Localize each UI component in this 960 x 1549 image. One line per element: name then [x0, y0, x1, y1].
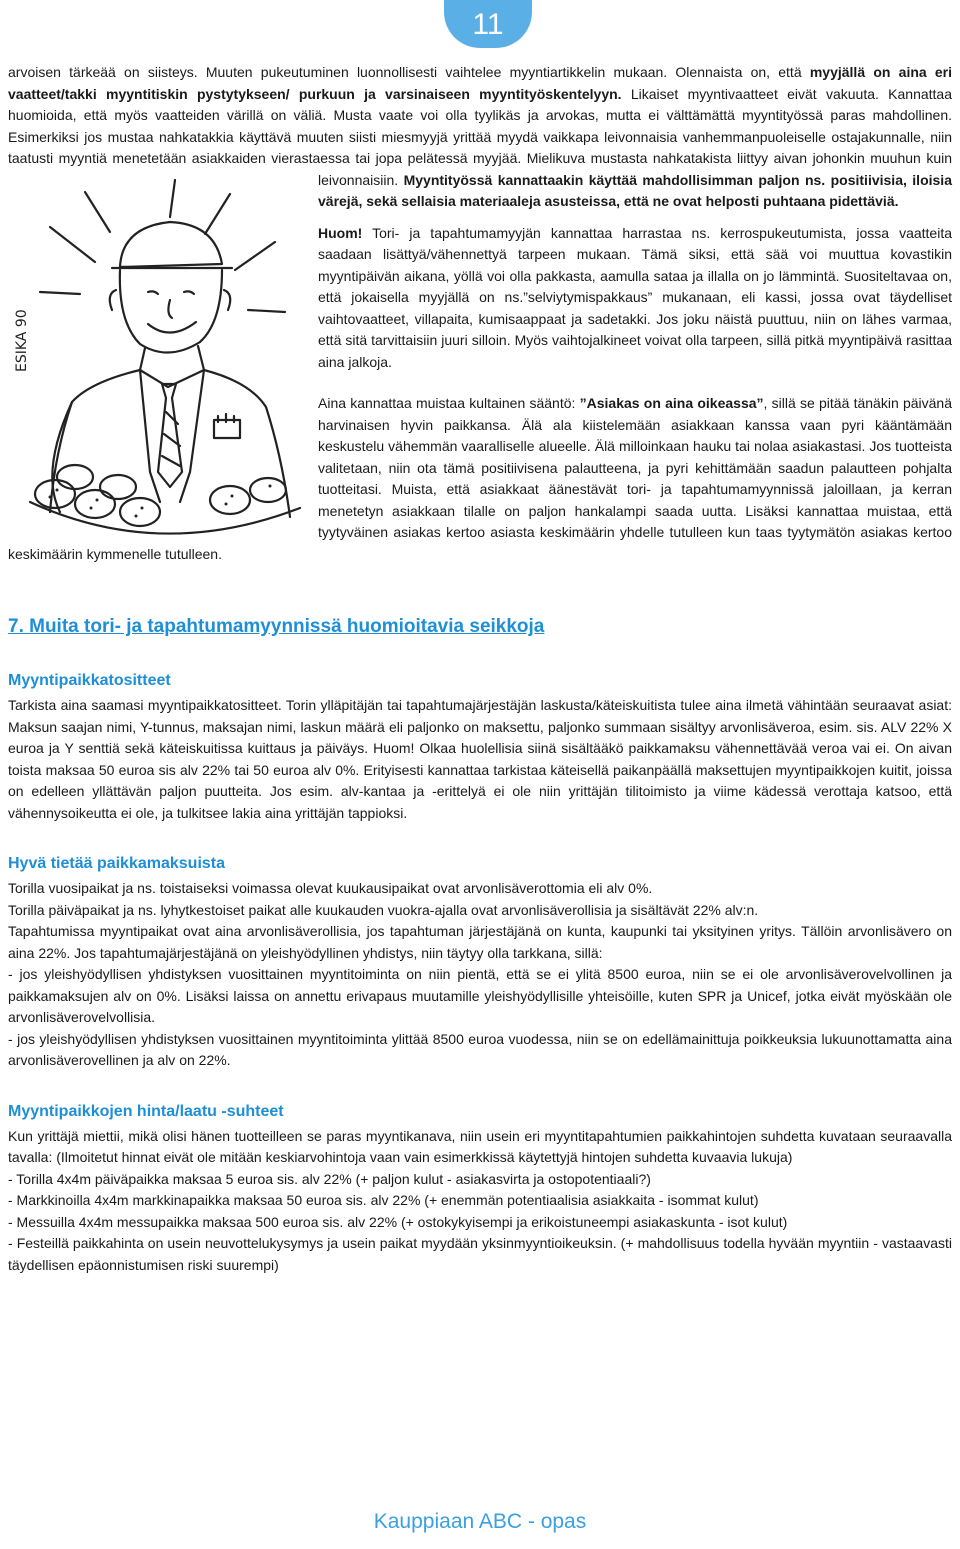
section-title: 7. Muita tori- ja tapahtumamyynnissä huomioitavia seikkoja [8, 616, 545, 637]
price-line: - Torilla 4x4m päiväpaikka maksaa 5 euroa sis. alv 22% (+ paljon kulut - asiakasvirta ja ostopotentiaali?) [8, 1170, 651, 1187]
golden-text-2: , sillä se pitää tänäkin päivänä harvinaisen hyvin paikkansa. Älä ala kiistelemään asiakkaan kanssa vaan pyri kääntämään keskustelu vähemmän vaaralliselle alueelle. Älä milloinkaan hauku tai nolaa asiakastasi. Jos tuotteista valitetaan, niin ota tämä positiivisena palautteena, ja pyri kehittämään saadun palautteen pohjalta tuotteitasi. Muista, että asiakkaat äänestävät tori- ja tapahtumamyynnissä jaloillaan, ja kerran menetetyn asiakkaan tilalle on paljon hankalampi saada uutta. Lisäksi kannattaa muistaa, että tyytyväinen asiakas kertoo asiasta keskimäärin yhdelle tutulleen kun taas tyytymätön asiakas kertoo keskimäärin kymmenelle tutulleen. [8, 395, 952, 562]
permits-text: Tarkista aina saamasi myyntipaikkatositteet. Torin ylläpitäjän tai tapahtumajärjestäjän laskusta/käteiskuitista tulee aina ilmetä vähintään seuraavat asiat: Maksun saajan nimi, Y-tunnus, maksajan nimi, laskun määrä eli paljonko on maksettu, paljonko summaan sisältyy arvonlisäveroa, esim. sis. ALV 22% X euroa ja Y senttiä sekä käteiskuitissa kuittaus ja päiväys. Huom! Olkaa huolellisia siinä sisältääkö paikkamaksu vähennettävää veroa vai ei. On aivan toista maksaa 50 euroa sis alv 22% tai 50 euroa alv 0%. Erityisesti kannattaa tarkistaa käteisellä paikanpäällä maksettujen myyntipaikkojen kuitit, joissa on edelleen yllättävän paljon puutteita. Jos esim. alv-kantaa ja -erittelyä ei ole niin yrittäjän tilitoimisto ja viime kädessä verottaja katsoo, että vähennysoikeutta ei ole, ja tulkitsee lakia aina yrittäjän tappioksi. [8, 697, 952, 821]
intro-bold-text-2: Myyntityössä kannattaakin käyttää mahdollisimman paljon ns. positiivisia, iloisia värejä, sekä sellaisia materiaaleja asusteissa, että ne ovat helposti puhtaana pidettäviä. [318, 171, 952, 209]
fees-line: - jos yleishyödyllisen yhdistyksen vuosittainen myyntitoiminta on niin pientä, että se ei ylitä 8500 euroa, niin se ei ole arvonlisäverovelvollinen ja paikkamaksujen alv on 0%. Lisäksi laissa on annettu erivapaus muutamille yleishyödyllisille yhteisöille, kuten SPR ja Unicef, jotka eivät myöskään ole arvonlisäverovelvollisia. [8, 966, 952, 1025]
price-title: Myyntipaikkojen hinta/laatu -suhteet [8, 1102, 284, 1120]
intro-text-2: Likaiset myyntivaatteet eivät vakuuta. Kannattaa huomioida, että myös vaatteiden värillä on väliä. Musta vaate voi olla tyylikäs ja arvokas, mutta ei välttämättä myyntityössä paras mahdollinen. Esimerkiksi jos mustaa nahkatakkia käyttävä muuten siisti miesmyyjä yrittää myydä vaikkapa leivonnaisia vanhemmanpuoleiselle ostajakunnalle, niin taatusti myyntiä menetetään asiakkaiden vierastaessa tai jopa pelätessä myyjää. Mielikuva mustasta nahkatakista liittyy aivan johonkin muuhun kuin leivonnaisiin. [8, 85, 952, 188]
page-number: 11 [472, 8, 504, 41]
huom-label: Huom! [318, 224, 363, 241]
huom-text: Tori- ja tapahtumamyyjän kannattaa harrastaa ns. kerrospukeutumista, jossa vaatteita saadaan lisättyä/vähennettyä tarpeen mukaan. Tämä siksi, että sää voi muuttua kovastikin myyntipäivän aikana, yöllä voi olla pakkasta, aamulla sataa ja illalla on jo lämmintä. Suositeltavaa on, että jokaisella myyjällä on ns.”selviytymispakkaus” mukanaan, eli kassi, jossa ovat täydelliset vaihtovaatteet, villapaita, kumisaappaat ja sadetakki. Jos joku näistä puuttuu, niin on lähes varmaa, että sitä tarvittaisiin juuri silloin. Myös vaihtojalkineet voivat olla tarpeen, sillä pitkä myyntipäivä rasittaa aina jalkoja. [318, 224, 952, 370]
fees-line: - jos yleishyödyllisen yhdistyksen vuosittainen myyntitoiminta ylittää 8500 euroa vuodessa, niin se on edellämainittuja poikkeuksia lukuunottamatta aina arvonlisäverovellinen ja alv on 22%. [8, 1030, 952, 1068]
price-line: Kun yrittäjä miettii, mikä olisi hänen tuotteilleen se paras myyntikanava, niin usein eri myyntitapahtumien paikkahintojen suhdetta kuvataan seuraavalla tavalla: (Ilmoitetut hinnat eivät ole mitään keskiarvohintoja vaan vain esimerkkissä käytettyjä hintojen suhdetta kuvaavia lukuja) [8, 1127, 952, 1165]
permits-title: Myyntipaikkatositteet [8, 672, 171, 689]
fees-line: Torilla vuosipaikat ja ns. toistaiseksi voimassa olevat kuukausipaikat ovat arvonlisäverottomia eli alv 0%. [8, 880, 653, 896]
price-line: - Markkinoilla 4x4m markkinapaikka maksaa 50 euroa sis. alv 22% (+ enemmän potentiaalisia asiakkaita - isommat kulut) [8, 1192, 759, 1208]
golden-text-1: Aina kannattaa muistaa kultainen sääntö: [318, 395, 580, 411]
salesman-illustration [0, 172, 308, 544]
svg-text:ESIKA 90: ESIKA 90 [14, 308, 30, 372]
page-content [8, 62, 952, 1276]
cartoon-salesman-icon [0, 172, 308, 544]
intro-bold-text: myyjällä on aina eri vaatteet/takki myyntitiskin pystytykseen/ purkuun ja varsinaiseen myyntityöskentelyyn. [8, 64, 953, 102]
intro-text-1: arvoisen tärkeää on siisteys. Muuten pukeutuminen luonnollisesti vaihtelee myyntiartikkelin mukaan. Olennaista on, että [8, 64, 810, 80]
price-line: - Festeillä paikkahinta on usein neuvottelukysymys ja usein paikat myydään yksinmyyntioikeuksin. (+ mahdollisuus todella hyvään myyntiin - vastaavasti täydellisen epäonnistumisen riski suurempi) [8, 1235, 952, 1273]
fees-title: Hyvä tietää paikkamaksuista [8, 855, 226, 872]
page-number-badge [444, 0, 532, 48]
fees-line: Torilla päiväpaikat ja ns. lyhytkestoiset paikat alle kuukauden vuokra-ajalla ovat arvonlisäverollisia ja sisältävät 22% alv:n. [8, 901, 759, 918]
footer-title: Kauppiaan ABC - opas [373, 1510, 587, 1533]
price-line: - Messuilla 4x4m messupaikka maksaa 500 euroa sis. alv 22% (+ ostokykyisempi ja erikoistuneempi asiakaskunta - isot kulut) [8, 1213, 788, 1230]
golden-rule-quote: ”Asiakas on aina oikeassa” [579, 395, 764, 411]
fees-line: Tapahtumissa myyntipaikat ovat aina arvonlisäverollisia, jos tapahtuman järjestäjänä on kunta, kaupunki tai yksityinen yritys. Tällöin arvonlisävero on aina 22%. Jos tapahtumajärjestäjänä on yleishyödyllinen yhdistys, niin täytyy olla tarkkana, sillä: [8, 923, 952, 961]
